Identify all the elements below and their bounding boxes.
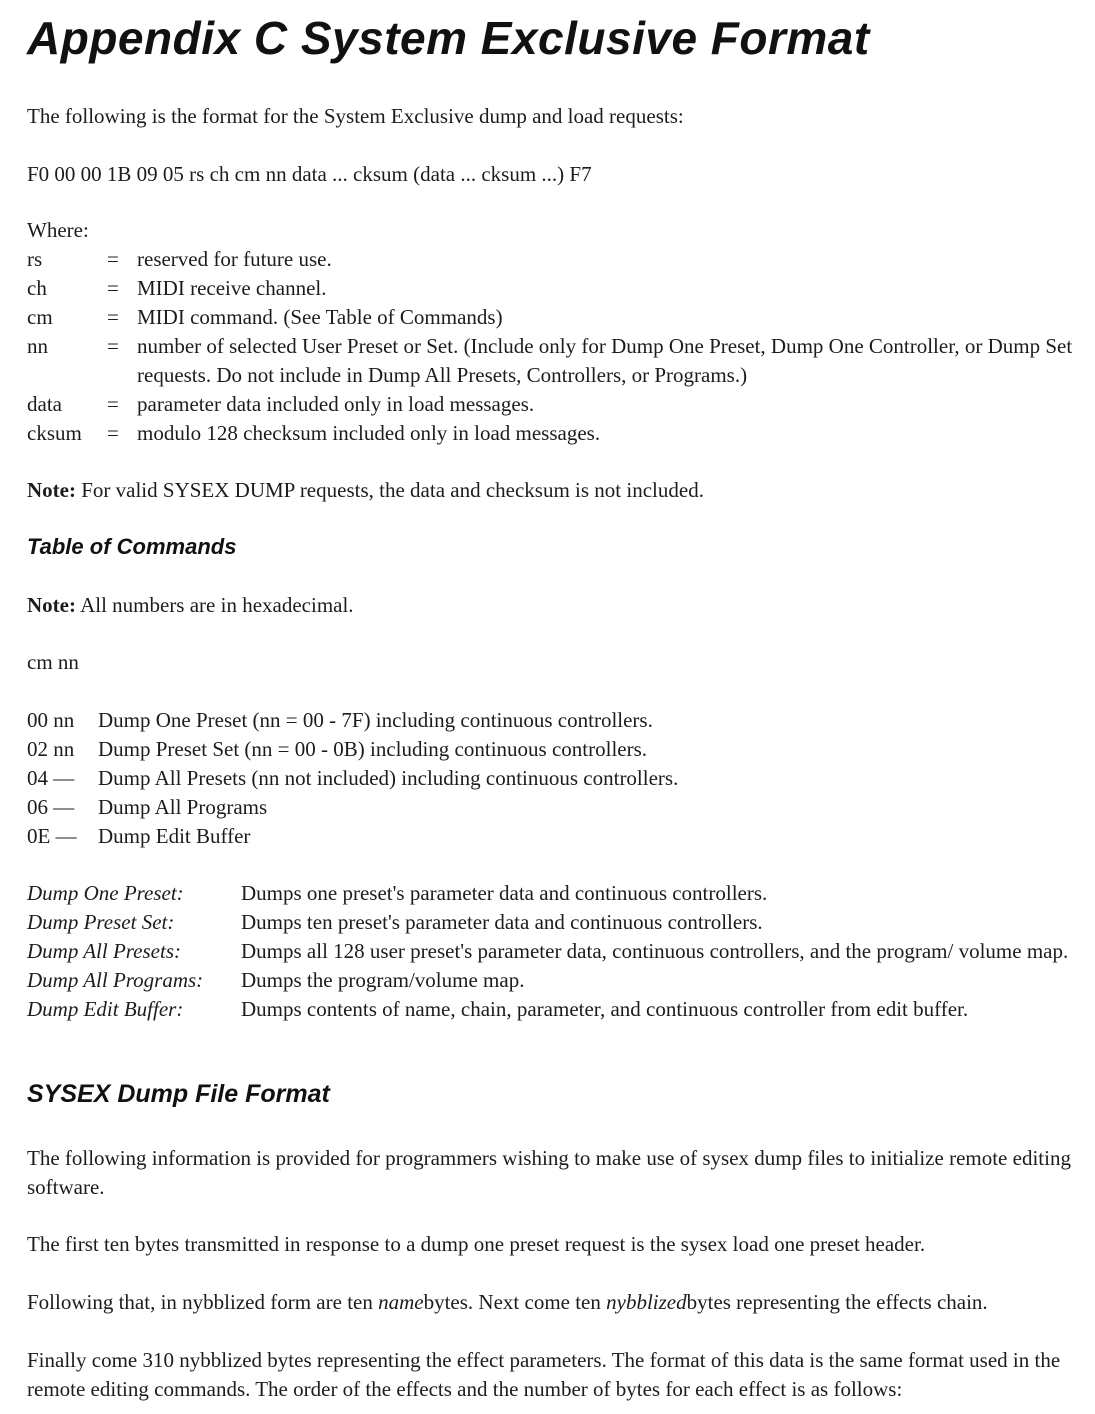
command-item: [27, 822, 678, 851]
definition-term: nn: [27, 334, 48, 358]
definitions-list: [27, 245, 1077, 448]
equals-sign: =: [107, 421, 119, 445]
definition-text: MIDI command. (See Table of Commands): [137, 305, 503, 329]
description-term: Dump All Presets:: [27, 939, 181, 963]
description-text: Dumps contents of name, chain, parameter, and continuous controller from edit buffer.: [241, 997, 969, 1021]
paragraph-name-bytes: [27, 1288, 1075, 1317]
description-text: Dumps ten preset's parameter data and continuous controllers.: [241, 910, 763, 934]
definition-item: [27, 390, 1077, 419]
intro-text: The following is the format for the System Exclusive dump and load requests:: [27, 104, 684, 128]
definition-text: reserved for future use.: [137, 247, 332, 271]
definition-text: modulo 128 checksum included only in load messages.: [137, 421, 601, 445]
note-text: For valid SYSEX DUMP requests, the data and checksum is not included.: [81, 478, 704, 502]
equals-sign: =: [107, 334, 119, 358]
command-code: 00 nn: [27, 708, 75, 732]
description-term: Dump One Preset:: [27, 881, 184, 905]
table-of-commands-heading: Table of Commands: [27, 534, 237, 559]
cm-nn-label: cm nn: [27, 650, 79, 674]
description-text: Dumps the program/volume map.: [241, 968, 525, 992]
definition-term: rs: [27, 247, 43, 271]
description-item: [27, 995, 1076, 1024]
paragraph-text: Following that, in nybblized form are ten: [27, 1290, 379, 1314]
paragraph-text: bytes. Next come ten: [423, 1290, 607, 1314]
definition-term: data: [27, 392, 62, 416]
note-text: All numbers are in hexadecimal.: [80, 593, 354, 617]
definition-term: cksum: [27, 421, 82, 445]
command-code: 04 —: [27, 766, 75, 790]
command-text: Dump Preset Set (nn = 00 - 0B) including continuous controllers.: [98, 737, 648, 761]
definition-text: number of selected User Preset or Set. (Include only for Dump One Preset, Dump One Controller, or Dump Set requests. Do not include in Dump All Presets, Controllers, or Programs.): [137, 334, 1073, 387]
definition-item: [27, 303, 1077, 332]
note-hexadecimal: [27, 591, 354, 620]
command-item: [27, 735, 678, 764]
equals-sign: =: [107, 392, 119, 416]
description-text: Dumps one preset's parameter data and continuous controllers.: [241, 881, 768, 905]
command-code: 0E —: [27, 824, 77, 848]
command-code: 06 —: [27, 795, 75, 819]
note-label: Note:: [27, 478, 76, 502]
equals-sign: =: [107, 247, 119, 271]
command-text: Dump One Preset (nn = 00 - 7F) including continuous controllers.: [98, 708, 653, 732]
command-item: [27, 793, 678, 822]
description-term: Dump Preset Set:: [27, 910, 175, 934]
description-item: [27, 879, 1076, 908]
description-item: [27, 937, 1076, 966]
paragraph-effect-parameters: Finally come 310 nybblized bytes representing the effect parameters. The format of this data is the same format used in the remote editing commands. The order of the effects and the number of bytes for each effect is as follows:: [27, 1348, 1061, 1401]
definition-item: [27, 419, 1077, 448]
command-item: [27, 764, 678, 793]
note-dump-requests: [27, 476, 704, 505]
description-item: [27, 908, 1076, 937]
command-text: Dump All Presets (nn not included) including continuous controllers.: [98, 766, 679, 790]
description-term: Dump Edit Buffer:: [27, 997, 184, 1021]
equals-sign: =: [107, 305, 119, 329]
command-text: Dump All Programs: [98, 795, 268, 819]
definition-text: parameter data included only in load messages.: [137, 392, 535, 416]
paragraph-programmers: The following information is provided for programmers wishing to make use of sysex dump files to initialize remote editing software.: [27, 1146, 1071, 1199]
commands-list: [27, 706, 678, 851]
paragraph-header: The first ten bytes transmitted in response to a dump one preset request is the sysex load one preset header.: [27, 1232, 926, 1256]
paragraph-text: bytes representing the effects chain.: [686, 1290, 988, 1314]
definition-item: [27, 245, 1077, 274]
definition-term: cm: [27, 305, 53, 329]
definition-item: [27, 274, 1077, 303]
emphasis-name: name: [378, 1290, 424, 1314]
command-descriptions: [27, 879, 1076, 1024]
command-text: Dump Edit Buffer: [98, 824, 251, 848]
description-term: Dump All Programs:: [27, 968, 204, 992]
note-label: Note:: [27, 593, 76, 617]
sysex-dump-heading: SYSEX Dump File Format: [27, 1080, 330, 1108]
equals-sign: =: [107, 276, 119, 300]
definition-item: [27, 332, 1077, 390]
definition-term: ch: [27, 276, 47, 300]
definition-text: MIDI receive channel.: [137, 276, 327, 300]
command-item: [27, 706, 678, 735]
description-text: Dumps all 128 user preset's parameter data, continuous controllers, and the program/ volume map.: [241, 939, 1069, 963]
format-string: F0 00 00 1B 09 05 rs ch cm nn data ... cksum (data ... cksum ...) F7: [27, 162, 592, 186]
where-label: Where:: [27, 218, 89, 242]
command-code: 02 nn: [27, 737, 75, 761]
page-title: Appendix C System Exclusive Format: [27, 12, 870, 64]
description-item: [27, 966, 1076, 995]
emphasis-nybblized: nybblized: [606, 1290, 687, 1314]
